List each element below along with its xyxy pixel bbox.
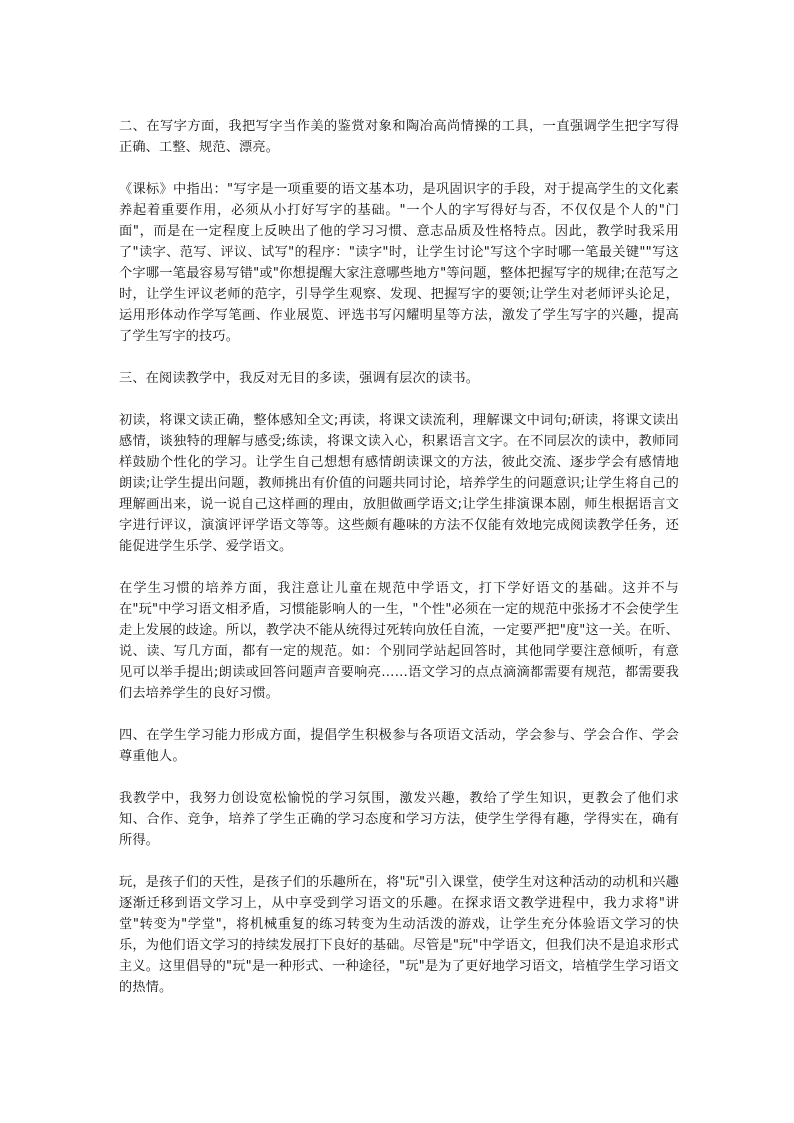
paragraph-play-learning: 玩，是孩子们的天性，是孩子们的乐趣所在，将"玩"引入课堂，使学生对这种活动的动机和兴趣逐渐迁移到语文学习上，从中享受到学习语文的乐趣。在探求语文教学进程中，我力求将"讲堂"转变为"学堂"，将机械重复的练习转变为生动活泼的游戏，让学生充分体验语文学习的快乐，为他们语文学习的持续发展打下良好的基础。尽管是"玩"中学语文，但我们决不是追求形式主义。这里倡导的"玩"是一种形式、一种途径，"玩"是为了更好地学习语文，培植学生学习语文的热情。 <box>119 875 679 995</box>
paragraph-writing-curriculum: 《课标》中指出："写字是一项重要的语文基本功，是巩固识字的手段，对于提高学生的文化素养起着重要作用，必须从小打好写字的基础。"一个人的字写得好与否，不仅仅是个人的"门面"，而是在一定程度上反映出了他的学习习惯、意志品质及性格特点。因此，教学时我采用了"读字、范写、评议、试写"的程序："读字"时，让学生讨论"写这个字时哪一笔最关键""写这个字哪一笔最容易写错"或"你想提醒大家注意哪些地方"等问题，整体把握写字的规律;在范写之时，让学生评议老师的范字，引导学生观察、发现、把握写字的要领;让学生对老师评头论足，运用形体动作学写笔画、作业展览、评选书写闪耀明星等方法，激发了学生写字的兴趣，提高了学生写字的技巧。 <box>119 182 679 344</box>
paragraph-reading-levels: 初读，将课文读正确，整体感知全文;再读，将课文读流利，理解课文中词句;研读，将课文读出感情，谈独特的理解与感受;练读，将课文读入心，积累语言文字。在不同层次的读中，教师同样鼓励个性化的学习。让学生自己想想有感情朗读课文的方法，彼此交流、逐步学会有感情地朗读;让学生提出问题，教师挑出有价值的问题共同讨论，培养学生的问题意识;让学生将自己的理解画出来，说一说自己这样画的理由，放胆做画学语文;让学生排演课本剧，师生根据语言文字进行评议，演演评评学语文等等。这些颇有趣味的方法不仅能有效地完成阅读教学任务，还能促进学生乐学、爱学语文。 <box>119 413 679 554</box>
paragraph-writing-heading: 二、在写字方面，我把写字当作美的鉴赏对象和陶冶高尚情操的工具，一直强调学生把字写得正确、工整、规范、漂亮。 <box>119 119 679 155</box>
paragraph-teaching-atmosphere: 我教学中，我努力创设宽松愉悦的学习氛围，激发兴趣，教给了学生知识，更教会了他们求知、合作、竞争，培养了学生正确的学习态度和学习方法，使学生学得有趣，学得实在，确有所得。 <box>119 791 679 848</box>
paragraph-reading-heading: 三、在阅读教学中，我反对无目的多读，强调有层次的读书。 <box>119 371 480 386</box>
paragraph-habits: 在学生习惯的培养方面，我注意让儿童在规范中学语文，打下学好语文的基础。这并不与在"玩"中学习语文相矛盾，习惯能影响人的一生，"个性"必须在一定的规范中张扬才不会使学生走上发展的歧途。所以，教学决不能从统得过死转向放任自流，一定要严把"度"这一关。在听、说、读、写几方面，都有一定的规范。如：个别同学站起回答时，其他同学要注意倾听，有意见可以举手提出;朗读或回答问题声音要响亮……语文学习的点点滴滴都需要有规范，都需要我们去培养学生的良好习惯。 <box>119 581 679 701</box>
document-page <box>119 116 679 998</box>
paragraph-ability-heading: 四、在学生学习能力形成方面，提倡学生积极参与各项语文活动，学会参与、学会合作、学会尊重他人。 <box>119 728 679 764</box>
